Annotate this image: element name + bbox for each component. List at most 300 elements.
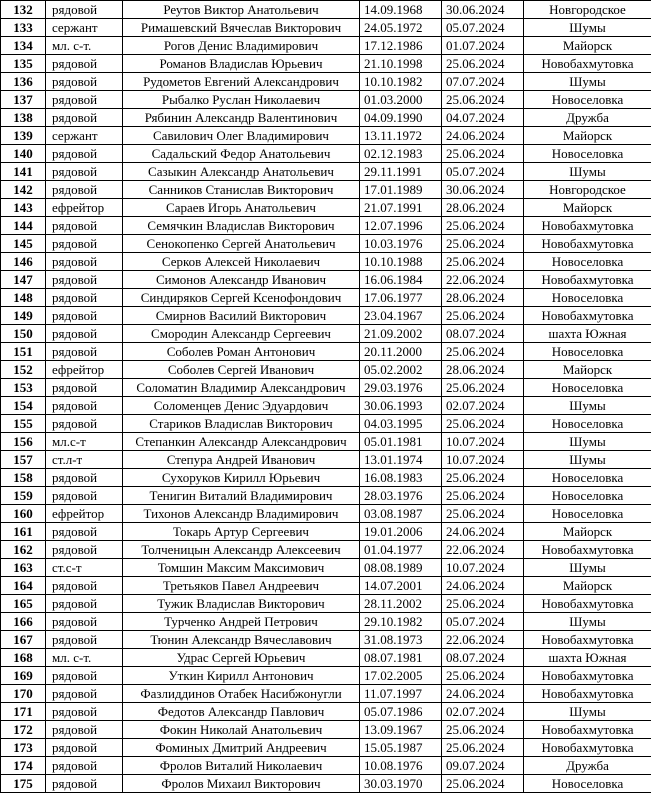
full-name-cell: Садальский Федор Анатольевич bbox=[123, 145, 360, 163]
table-row bbox=[1, 145, 651, 163]
rank-cell: рядовой bbox=[46, 667, 123, 685]
birth-date-cell: 10.08.1976 bbox=[360, 757, 442, 775]
table-row bbox=[1, 415, 651, 433]
birth-date-cell: 05.02.2002 bbox=[360, 361, 442, 379]
rank-cell: ст.л-т bbox=[46, 451, 123, 469]
row-number: 158 bbox=[1, 469, 46, 487]
row-number: 165 bbox=[1, 595, 46, 613]
row-number: 174 bbox=[1, 757, 46, 775]
location-cell: Новоселовка bbox=[524, 379, 651, 397]
row-number: 149 bbox=[1, 307, 46, 325]
birth-date-cell: 12.07.1996 bbox=[360, 217, 442, 235]
full-name-cell: Смирнов Василий Викторович bbox=[123, 307, 360, 325]
birth-date-cell: 19.01.2006 bbox=[360, 523, 442, 541]
birth-date-cell: 04.03.1995 bbox=[360, 415, 442, 433]
full-name-cell: Фролов Виталий Николаевич bbox=[123, 757, 360, 775]
table-row bbox=[1, 379, 651, 397]
rank-cell: рядовой bbox=[46, 307, 123, 325]
table-row bbox=[1, 199, 651, 217]
birth-date-cell: 02.12.1983 bbox=[360, 145, 442, 163]
full-name-cell: Рыбалко Руслан Николаевич bbox=[123, 91, 360, 109]
birth-date-cell: 24.05.1972 bbox=[360, 19, 442, 37]
row-number: 168 bbox=[1, 649, 46, 667]
rank-cell: рядовой bbox=[46, 217, 123, 235]
location-cell: Новоселовка bbox=[524, 469, 651, 487]
location-cell: Шумы bbox=[524, 397, 651, 415]
rank-cell: ст.с-т bbox=[46, 559, 123, 577]
date-cell: 28.06.2024 bbox=[442, 199, 524, 217]
location-cell: Шумы bbox=[524, 19, 651, 37]
table-row bbox=[1, 127, 651, 145]
birth-date-cell: 16.08.1983 bbox=[360, 469, 442, 487]
location-cell: Новобахмутовка bbox=[524, 55, 651, 73]
rank-cell: рядовой bbox=[46, 703, 123, 721]
birth-date-cell: 08.08.1989 bbox=[360, 559, 442, 577]
date-cell: 25.06.2024 bbox=[442, 667, 524, 685]
date-cell: 05.07.2024 bbox=[442, 163, 524, 181]
table-row bbox=[1, 271, 651, 289]
table-row bbox=[1, 181, 651, 199]
full-name-cell: Уткин Кирилл Антонович bbox=[123, 667, 360, 685]
table-row bbox=[1, 91, 651, 109]
rank-cell: рядовой bbox=[46, 235, 123, 253]
date-cell: 01.07.2024 bbox=[442, 37, 524, 55]
rank-cell: рядовой bbox=[46, 757, 123, 775]
rank-cell: рядовой bbox=[46, 541, 123, 559]
row-number: 148 bbox=[1, 289, 46, 307]
location-cell: Шумы bbox=[524, 163, 651, 181]
birth-date-cell: 10.10.1988 bbox=[360, 253, 442, 271]
row-number: 170 bbox=[1, 685, 46, 703]
full-name-cell: Федотов Александр Павлович bbox=[123, 703, 360, 721]
full-name-cell: Фролов Михаил Викторович bbox=[123, 775, 360, 793]
date-cell: 08.07.2024 bbox=[442, 649, 524, 667]
row-number: 144 bbox=[1, 217, 46, 235]
row-number: 167 bbox=[1, 631, 46, 649]
full-name-cell: Рябинин Александр Валентинович bbox=[123, 109, 360, 127]
location-cell: Новобахмутовка bbox=[524, 631, 651, 649]
location-cell: Новоселовка bbox=[524, 343, 651, 361]
row-number: 136 bbox=[1, 73, 46, 91]
rank-cell: рядовой bbox=[46, 253, 123, 271]
date-cell: 25.06.2024 bbox=[442, 487, 524, 505]
date-cell: 25.06.2024 bbox=[442, 505, 524, 523]
row-number: 160 bbox=[1, 505, 46, 523]
date-cell: 25.06.2024 bbox=[442, 145, 524, 163]
birth-date-cell: 13.01.1974 bbox=[360, 451, 442, 469]
row-number: 161 bbox=[1, 523, 46, 541]
rank-cell: рядовой bbox=[46, 379, 123, 397]
rank-cell: рядовой bbox=[46, 271, 123, 289]
date-cell: 02.07.2024 bbox=[442, 703, 524, 721]
full-name-cell: Соломатин Владимир Александрович bbox=[123, 379, 360, 397]
table-row bbox=[1, 253, 651, 271]
date-cell: 25.06.2024 bbox=[442, 343, 524, 361]
rank-cell: рядовой bbox=[46, 685, 123, 703]
full-name-cell: Сараев Игорь Анатольевич bbox=[123, 199, 360, 217]
row-number: 156 bbox=[1, 433, 46, 451]
table-row bbox=[1, 559, 651, 577]
rank-cell: мл. с-т. bbox=[46, 649, 123, 667]
date-cell: 30.06.2024 bbox=[442, 181, 524, 199]
full-name-cell: Сухоруков Кирилл Юрьевич bbox=[123, 469, 360, 487]
date-cell: 25.06.2024 bbox=[442, 307, 524, 325]
birth-date-cell: 01.03.2000 bbox=[360, 91, 442, 109]
date-cell: 02.07.2024 bbox=[442, 397, 524, 415]
birth-date-cell: 05.01.1981 bbox=[360, 433, 442, 451]
row-number: 140 bbox=[1, 145, 46, 163]
date-cell: 25.06.2024 bbox=[442, 469, 524, 487]
date-cell: 05.07.2024 bbox=[442, 19, 524, 37]
row-number: 172 bbox=[1, 721, 46, 739]
table-row bbox=[1, 577, 651, 595]
row-number: 137 bbox=[1, 91, 46, 109]
birth-date-cell: 17.06.1977 bbox=[360, 289, 442, 307]
birth-date-cell: 21.10.1998 bbox=[360, 55, 442, 73]
table-row bbox=[1, 55, 651, 73]
birth-date-cell: 08.07.1981 bbox=[360, 649, 442, 667]
row-number: 152 bbox=[1, 361, 46, 379]
location-cell: Майорск bbox=[524, 127, 651, 145]
full-name-cell: Фокин Николай Анатольевич bbox=[123, 721, 360, 739]
rank-cell: рядовой bbox=[46, 523, 123, 541]
row-number: 163 bbox=[1, 559, 46, 577]
row-number: 150 bbox=[1, 325, 46, 343]
full-name-cell: Соболев Роман Антонович bbox=[123, 343, 360, 361]
rank-cell: рядовой bbox=[46, 73, 123, 91]
table-row bbox=[1, 19, 651, 37]
rank-cell: рядовой bbox=[46, 721, 123, 739]
birth-date-cell: 21.07.1991 bbox=[360, 199, 442, 217]
birth-date-cell: 31.08.1973 bbox=[360, 631, 442, 649]
birth-date-cell: 23.04.1967 bbox=[360, 307, 442, 325]
birth-date-cell: 20.11.2000 bbox=[360, 343, 442, 361]
rank-cell: сержант bbox=[46, 19, 123, 37]
rank-cell: рядовой bbox=[46, 109, 123, 127]
full-name-cell: Рогов Денис Владимирович bbox=[123, 37, 360, 55]
date-cell: 08.07.2024 bbox=[442, 325, 524, 343]
birth-date-cell: 30.03.1970 bbox=[360, 775, 442, 793]
date-cell: 25.06.2024 bbox=[442, 235, 524, 253]
full-name-cell: Римашевский Вячеслав Викторович bbox=[123, 19, 360, 37]
date-cell: 05.07.2024 bbox=[442, 613, 524, 631]
location-cell: Новоселовка bbox=[524, 91, 651, 109]
date-cell: 22.06.2024 bbox=[442, 541, 524, 559]
full-name-cell: Соломенцев Денис Эдуардович bbox=[123, 397, 360, 415]
date-cell: 25.06.2024 bbox=[442, 415, 524, 433]
full-name-cell: Толченицын Александр Алексеевич bbox=[123, 541, 360, 559]
rank-cell: рядовой bbox=[46, 577, 123, 595]
table-row bbox=[1, 505, 651, 523]
location-cell: Шумы bbox=[524, 433, 651, 451]
date-cell: 24.06.2024 bbox=[442, 577, 524, 595]
row-number: 134 bbox=[1, 37, 46, 55]
full-name-cell: Семячкин Владислав Викторович bbox=[123, 217, 360, 235]
full-name-cell: Тихонов Александр Владимирович bbox=[123, 505, 360, 523]
table-row bbox=[1, 487, 651, 505]
location-cell: Дружба bbox=[524, 757, 651, 775]
location-cell: Дружба bbox=[524, 109, 651, 127]
row-number: 154 bbox=[1, 397, 46, 415]
table-row bbox=[1, 595, 651, 613]
table-row bbox=[1, 397, 651, 415]
location-cell: Новобахмутовка bbox=[524, 685, 651, 703]
date-cell: 25.06.2024 bbox=[442, 739, 524, 757]
date-cell: 24.06.2024 bbox=[442, 523, 524, 541]
date-cell: 10.07.2024 bbox=[442, 559, 524, 577]
table-row bbox=[1, 775, 651, 793]
location-cell: Новоселовка bbox=[524, 487, 651, 505]
birth-date-cell: 28.03.1976 bbox=[360, 487, 442, 505]
location-cell: шахта Южная bbox=[524, 649, 651, 667]
row-number: 159 bbox=[1, 487, 46, 505]
full-name-cell: Удрас Сергей Юрьевич bbox=[123, 649, 360, 667]
location-cell: Новобахмутовка bbox=[524, 595, 651, 613]
row-number: 151 bbox=[1, 343, 46, 361]
location-cell: шахта Южная bbox=[524, 325, 651, 343]
table-row bbox=[1, 613, 651, 631]
date-cell: 25.06.2024 bbox=[442, 55, 524, 73]
full-name-cell: Романов Владислав Юрьевич bbox=[123, 55, 360, 73]
birth-date-cell: 30.06.1993 bbox=[360, 397, 442, 415]
row-number: 145 bbox=[1, 235, 46, 253]
location-cell: Майорск bbox=[524, 577, 651, 595]
table-row bbox=[1, 703, 651, 721]
table-row bbox=[1, 289, 651, 307]
row-number: 157 bbox=[1, 451, 46, 469]
location-cell: Майорск bbox=[524, 199, 651, 217]
birth-date-cell: 10.03.1976 bbox=[360, 235, 442, 253]
full-name-cell: Тюнин Александр Вячеславович bbox=[123, 631, 360, 649]
table-row bbox=[1, 685, 651, 703]
rank-cell: ефрейтор bbox=[46, 199, 123, 217]
table-row bbox=[1, 523, 651, 541]
location-cell: Майорск bbox=[524, 523, 651, 541]
location-cell: Шумы bbox=[524, 613, 651, 631]
full-name-cell: Сенокопенко Сергей Анатольевич bbox=[123, 235, 360, 253]
row-number: 153 bbox=[1, 379, 46, 397]
table-row bbox=[1, 433, 651, 451]
rank-cell: рядовой bbox=[46, 739, 123, 757]
table-body bbox=[1, 1, 651, 793]
table-row bbox=[1, 721, 651, 739]
birth-date-cell: 17.01.1989 bbox=[360, 181, 442, 199]
date-cell: 25.06.2024 bbox=[442, 775, 524, 793]
rank-cell: рядовой bbox=[46, 163, 123, 181]
date-cell: 24.06.2024 bbox=[442, 685, 524, 703]
date-cell: 22.06.2024 bbox=[442, 271, 524, 289]
date-cell: 04.07.2024 bbox=[442, 109, 524, 127]
date-cell: 09.07.2024 bbox=[442, 757, 524, 775]
rank-cell: рядовой bbox=[46, 595, 123, 613]
birth-date-cell: 17.12.1986 bbox=[360, 37, 442, 55]
date-cell: 25.06.2024 bbox=[442, 253, 524, 271]
date-cell: 22.06.2024 bbox=[442, 631, 524, 649]
table-row bbox=[1, 109, 651, 127]
date-cell: 10.07.2024 bbox=[442, 451, 524, 469]
date-cell: 07.07.2024 bbox=[442, 73, 524, 91]
location-cell: Новоселовка bbox=[524, 415, 651, 433]
row-number: 155 bbox=[1, 415, 46, 433]
rank-cell: рядовой bbox=[46, 181, 123, 199]
birth-date-cell: 15.05.1987 bbox=[360, 739, 442, 757]
location-cell: Шумы bbox=[524, 703, 651, 721]
full-name-cell: Реутов Виктор Анатольевич bbox=[123, 1, 360, 19]
table-row bbox=[1, 469, 651, 487]
date-cell: 28.06.2024 bbox=[442, 289, 524, 307]
location-cell: Новоселовка bbox=[524, 505, 651, 523]
birth-date-cell: 14.07.2001 bbox=[360, 577, 442, 595]
location-cell: Новобахмутовка bbox=[524, 739, 651, 757]
row-number: 143 bbox=[1, 199, 46, 217]
birth-date-cell: 16.06.1984 bbox=[360, 271, 442, 289]
table-row bbox=[1, 307, 651, 325]
location-cell: Новобахмутовка bbox=[524, 217, 651, 235]
date-cell: 10.07.2024 bbox=[442, 433, 524, 451]
row-number: 173 bbox=[1, 739, 46, 757]
rank-cell: мл. с-т. bbox=[46, 37, 123, 55]
birth-date-cell: 10.10.1982 bbox=[360, 73, 442, 91]
rank-cell: рядовой bbox=[46, 55, 123, 73]
location-cell: Майорск bbox=[524, 361, 651, 379]
date-cell: 24.06.2024 bbox=[442, 127, 524, 145]
date-cell: 25.06.2024 bbox=[442, 217, 524, 235]
birth-date-cell: 11.07.1997 bbox=[360, 685, 442, 703]
location-cell: Майорск bbox=[524, 37, 651, 55]
location-cell: Шумы bbox=[524, 451, 651, 469]
row-number: 162 bbox=[1, 541, 46, 559]
date-cell: 25.06.2024 bbox=[442, 721, 524, 739]
birth-date-cell: 13.09.1967 bbox=[360, 721, 442, 739]
location-cell: Новобахмутовка bbox=[524, 235, 651, 253]
rank-cell: рядовой bbox=[46, 343, 123, 361]
location-cell: Шумы bbox=[524, 73, 651, 91]
birth-date-cell: 29.03.1976 bbox=[360, 379, 442, 397]
full-name-cell: Смородин Александр Сергеевич bbox=[123, 325, 360, 343]
table-row bbox=[1, 649, 651, 667]
rank-cell: рядовой bbox=[46, 145, 123, 163]
table-row bbox=[1, 73, 651, 91]
rank-cell: ефрейтор bbox=[46, 361, 123, 379]
full-name-cell: Симонов Александр Иванович bbox=[123, 271, 360, 289]
table-row bbox=[1, 757, 651, 775]
birth-date-cell: 29.10.1982 bbox=[360, 613, 442, 631]
full-name-cell: Стариков Владислав Викторович bbox=[123, 415, 360, 433]
date-cell: 28.06.2024 bbox=[442, 361, 524, 379]
table-row bbox=[1, 217, 651, 235]
table-row bbox=[1, 631, 651, 649]
rank-cell: рядовой bbox=[46, 469, 123, 487]
location-cell: Новоселовка bbox=[524, 145, 651, 163]
full-name-cell: Третьяков Павел Андреевич bbox=[123, 577, 360, 595]
location-cell: Новоселовка bbox=[524, 289, 651, 307]
full-name-cell: Токарь Артур Сергеевич bbox=[123, 523, 360, 541]
full-name-cell: Серков Алексей Николаевич bbox=[123, 253, 360, 271]
rank-cell: мл.с-т bbox=[46, 433, 123, 451]
birth-date-cell: 05.07.1986 bbox=[360, 703, 442, 721]
full-name-cell: Тенигин Виталий Владимирович bbox=[123, 487, 360, 505]
full-name-cell: Сазыкин Александр Анатольевич bbox=[123, 163, 360, 181]
row-number: 139 bbox=[1, 127, 46, 145]
row-number: 133 bbox=[1, 19, 46, 37]
full-name-cell: Синдиряков Сергей Ксенофондович bbox=[123, 289, 360, 307]
full-name-cell: Турченко Андрей Петрович bbox=[123, 613, 360, 631]
full-name-cell: Соболев Сергей Иванович bbox=[123, 361, 360, 379]
location-cell: Новгородское bbox=[524, 181, 651, 199]
rank-cell: рядовой bbox=[46, 775, 123, 793]
location-cell: Новобахмутовка bbox=[524, 541, 651, 559]
rank-cell: рядовой bbox=[46, 91, 123, 109]
full-name-cell: Рудометов Евгений Александрович bbox=[123, 73, 360, 91]
row-number: 141 bbox=[1, 163, 46, 181]
row-number: 171 bbox=[1, 703, 46, 721]
rank-cell: ефрейтор bbox=[46, 505, 123, 523]
location-cell: Шумы bbox=[524, 559, 651, 577]
row-number: 135 bbox=[1, 55, 46, 73]
table-row bbox=[1, 325, 651, 343]
rank-cell: рядовой bbox=[46, 397, 123, 415]
birth-date-cell: 03.08.1987 bbox=[360, 505, 442, 523]
rank-cell: сержант bbox=[46, 127, 123, 145]
full-name-cell: Степанкин Александр Александрович bbox=[123, 433, 360, 451]
row-number: 164 bbox=[1, 577, 46, 595]
table-row bbox=[1, 541, 651, 559]
table-row bbox=[1, 1, 651, 19]
rank-cell: рядовой bbox=[46, 631, 123, 649]
birth-date-cell: 29.11.1991 bbox=[360, 163, 442, 181]
row-number: 132 bbox=[1, 1, 46, 19]
birth-date-cell: 28.11.2002 bbox=[360, 595, 442, 613]
location-cell: Новобахмутовка bbox=[524, 721, 651, 739]
date-cell: 25.06.2024 bbox=[442, 595, 524, 613]
rank-cell: рядовой bbox=[46, 325, 123, 343]
location-cell: Новоселовка bbox=[524, 775, 651, 793]
birth-date-cell: 01.04.1977 bbox=[360, 541, 442, 559]
table-row bbox=[1, 667, 651, 685]
date-cell: 25.06.2024 bbox=[442, 379, 524, 397]
table-row bbox=[1, 739, 651, 757]
location-cell: Новоселовка bbox=[524, 253, 651, 271]
table-row bbox=[1, 343, 651, 361]
rank-cell: рядовой bbox=[46, 1, 123, 19]
row-number: 166 bbox=[1, 613, 46, 631]
full-name-cell: Степура Андрей Иванович bbox=[123, 451, 360, 469]
location-cell: Новобахмутовка bbox=[524, 667, 651, 685]
full-name-cell: Фазлиддинов Отабек Насибжонугли bbox=[123, 685, 360, 703]
row-number: 169 bbox=[1, 667, 46, 685]
row-number: 175 bbox=[1, 775, 46, 793]
full-name-cell: Савилович Олег Владимирович bbox=[123, 127, 360, 145]
date-cell: 30.06.2024 bbox=[442, 1, 524, 19]
row-number: 138 bbox=[1, 109, 46, 127]
rank-cell: рядовой bbox=[46, 289, 123, 307]
full-name-cell: Томшин Максим Максимович bbox=[123, 559, 360, 577]
table-row bbox=[1, 163, 651, 181]
row-number: 146 bbox=[1, 253, 46, 271]
row-number: 142 bbox=[1, 181, 46, 199]
rank-cell: рядовой bbox=[46, 613, 123, 631]
full-name-cell: Тужик Владислав Викторович bbox=[123, 595, 360, 613]
table-row bbox=[1, 361, 651, 379]
birth-date-cell: 04.09.1990 bbox=[360, 109, 442, 127]
location-cell: Новобахмутовка bbox=[524, 271, 651, 289]
rank-cell: рядовой bbox=[46, 487, 123, 505]
rank-cell: рядовой bbox=[46, 415, 123, 433]
table-row bbox=[1, 235, 651, 253]
birth-date-cell: 13.11.1972 bbox=[360, 127, 442, 145]
location-cell: Новобахмутовка bbox=[524, 307, 651, 325]
full-name-cell: Санников Станислав Викторович bbox=[123, 181, 360, 199]
